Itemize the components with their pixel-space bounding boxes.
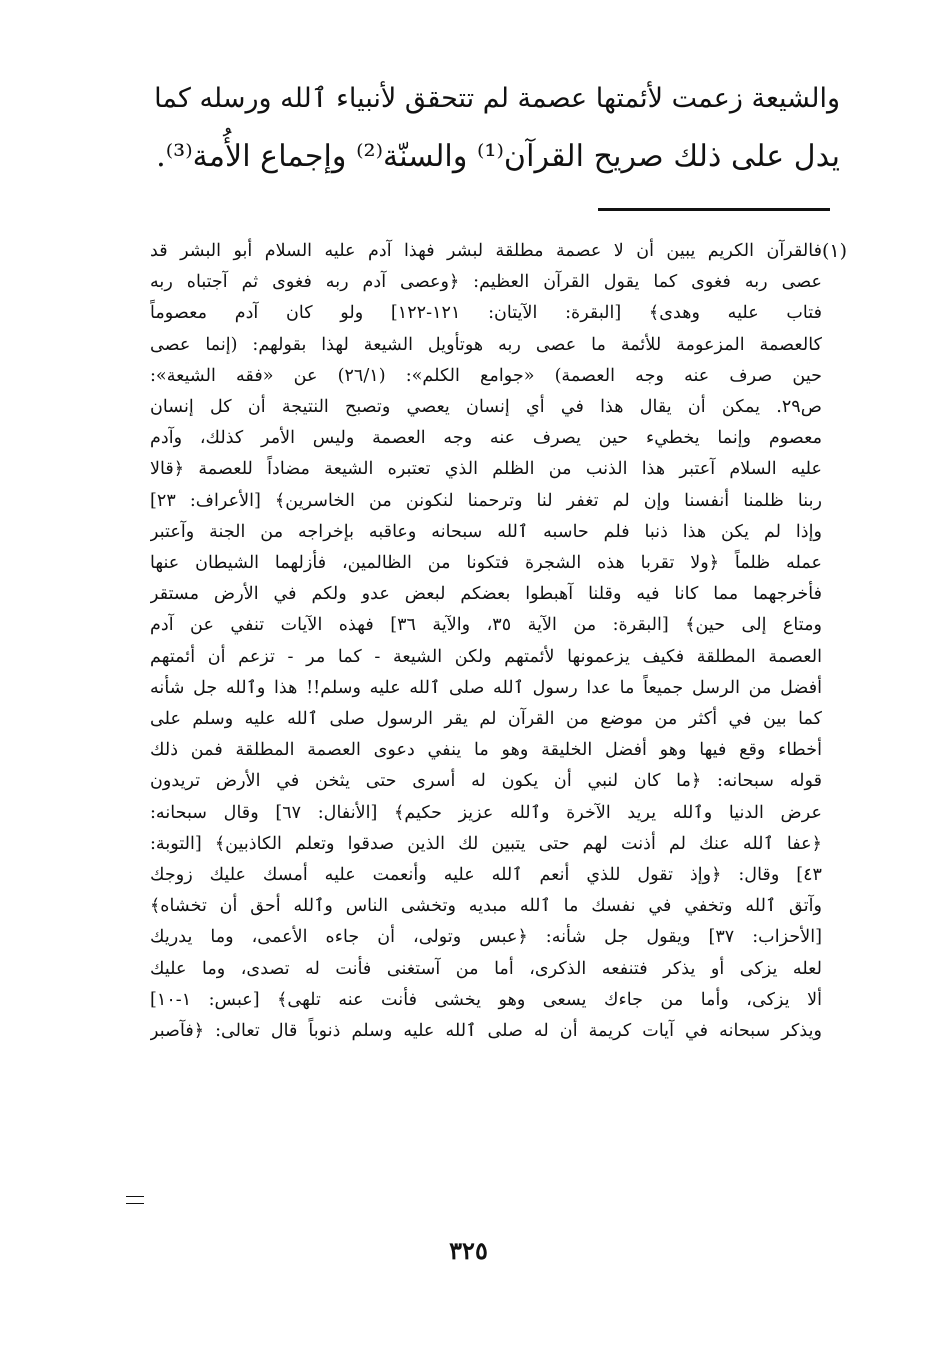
footnote-line-16: كما بين في أكثر من موضع من القرآن لم يقر الرسول صلى ٱلله عليه وسلم على [150, 709, 822, 730]
continuation-mark [126, 1196, 144, 1204]
footnote-line-18: قوله سبحانه: ﴿ما كان لنبي أن يكون له أسرى حتى يثخن في الأرض تريدون [150, 771, 822, 792]
footnote-line-13: ومتاع إلى حين﴾ [البقرة: من الآية ٣٥، والآية ٣٦] فهذه الآيات تنفي عن آدم [150, 615, 822, 636]
footnote-line-1: فالقرآن الكريم يبين أن لا عصمة مطلقة لبشر فهذا آدم عليه السلام أبو البشر قد [150, 241, 822, 261]
footnote-separator [598, 208, 830, 211]
footnote-line-10: وإذا لم يكن هذا ذنبا فلم حاسبه ٱلله سبحانه وعاقبه بإخراجه من الجنة وآعتبر [150, 521, 822, 542]
main-paragraph [150, 70, 840, 186]
footnote-line-23: [الأحزاب: ٣٧] ويقول جل شأنه: ﴿عبس وتولى، أن جاءه الأعمى، وما يدريك [150, 927, 822, 948]
main-line-2: يدل على ذلك صريح القرآن⁽¹⁾ والسنّة⁽²⁾ وإجماع الأُمة⁽³⁾. [156, 139, 840, 174]
footnote-line-7: معصوم وإنما يخطيء حين يصرف عنه وجه العصمة وليس الأمر كذلك، وآدم [150, 428, 822, 449]
footnote-marker: (١) [821, 240, 847, 262]
page-number: ٣٢٥ [449, 1236, 488, 1265]
footnote-line-17: أخطاء وقع فيها وهو أفضل الخليقة وهو ما ينفي دعوى العصمة المطلقة فمن ذلك [150, 740, 822, 761]
footnote-line-11: عمله ظلماً ﴿ولا تقربا هذه الشجرة فتكونا من الظالمين، فأزلهما الشيطان عنها [150, 553, 822, 574]
footnote-line-24: لعله يزكى أو يذكر فتنفعه الذكرى، أما من آستغنى فأنت له تصدى، وما عليك [150, 958, 822, 979]
footnote-body [150, 236, 822, 1047]
footnote-line-15: أفضل من الرسل جميعاً ما عدا رسول ٱلله صلى ٱلله عليه وسلم!! هذا وٱلله جل شأنه [150, 677, 822, 698]
footnote-line-9: ربنا ظلمنا أنفسنا وإن لم تغفر لنا وترحمنا لنكونن من الخاسرين﴾ [الأعراف: ٢٣] [150, 490, 822, 511]
footnote-line-2: عصى ربه فغوى كما يقول القرآن العظيم: ﴿وعصى آدم ربه فغوى ثم آجتباه ربه [150, 272, 822, 293]
footnote-line-21: ٤٣] وقال: ﴿وإذ تقول للذي أنعم ٱلله عليه وأنعمت عليه أمسك عليك زوجك [150, 865, 822, 886]
footnote-line-14: العصمة المطلقة فكيف يزعمونها لأئمتهم ولكن الشيعة - كما مر - تزعم أن أئمتهم [150, 646, 822, 667]
footnote-line-12: فأخرجهما مما كانا فيه وقلنا آهبطوا بعضكم لبعض عدو ولكم في الأرض مستقر [150, 584, 822, 605]
footnote-line-5: حين صرف عنه وجه العصمة) «جوامع الكلم»: (٢٦/١) عن «فقه الشيعة»: [150, 365, 822, 386]
footnote-line-25: ألا يزكى، وأما من جاءك يسعى وهو يخشى فأنت عنه تلهى﴾ [عبس: ١-١٠] [150, 989, 822, 1010]
footnote-line-22: وآتق ٱلله وتخفي في نفسك ما ٱلله مبديه وتخشى الناس وٱلله أحق أن تخشاه﴾ [150, 896, 822, 917]
main-line-1: والشيعة زعمت لأئمتها عصمة لم تتحقق لأنبياء ٱلله ورسله كما [154, 83, 840, 114]
footnote-line-19: عرض الدنيا وٱلله يريد الآخرة وٱلله عزيز حكيم﴾ [الأنفال: ٦٧] وقال سبحانه: [150, 802, 822, 823]
footnote-line-8: عليه السلام آعتبر هذا الذنب من الظلم الذي تعتبره الشيعة مضاداً للعصمة ﴿قالا [150, 459, 822, 480]
footnote-line-6: ص٢٩. يمكن أن يقال هذا في أي إنسان يعصي وتصبح النتيجة أن كل إنسان [150, 397, 822, 418]
footnote-line-4: كالعصمة المزعومة للأئمة ما عصى ربه هوتأويل الشيعة لهذا بقولهم: (إنما عصى [150, 334, 822, 355]
footnote-line-26: ويذكر سبحانه في آيات كريمة أن له صلى ٱلله عليه وسلم ذنوباً قال تعالى: ﴿فآصبر [150, 1021, 822, 1042]
footnote-line-20: ﴿عفا ٱلله عنك لم أذنت لهم حتى يتبين لك الذين صدقوا وتعلم الكاذبين﴾ [التوبة: [150, 833, 822, 854]
footnote-line-3: فتاب عليه وهدى﴾ [البقرة: الآيتان: ١٢١-١٢٢] ولو كان آدم معصوماً [150, 303, 822, 324]
